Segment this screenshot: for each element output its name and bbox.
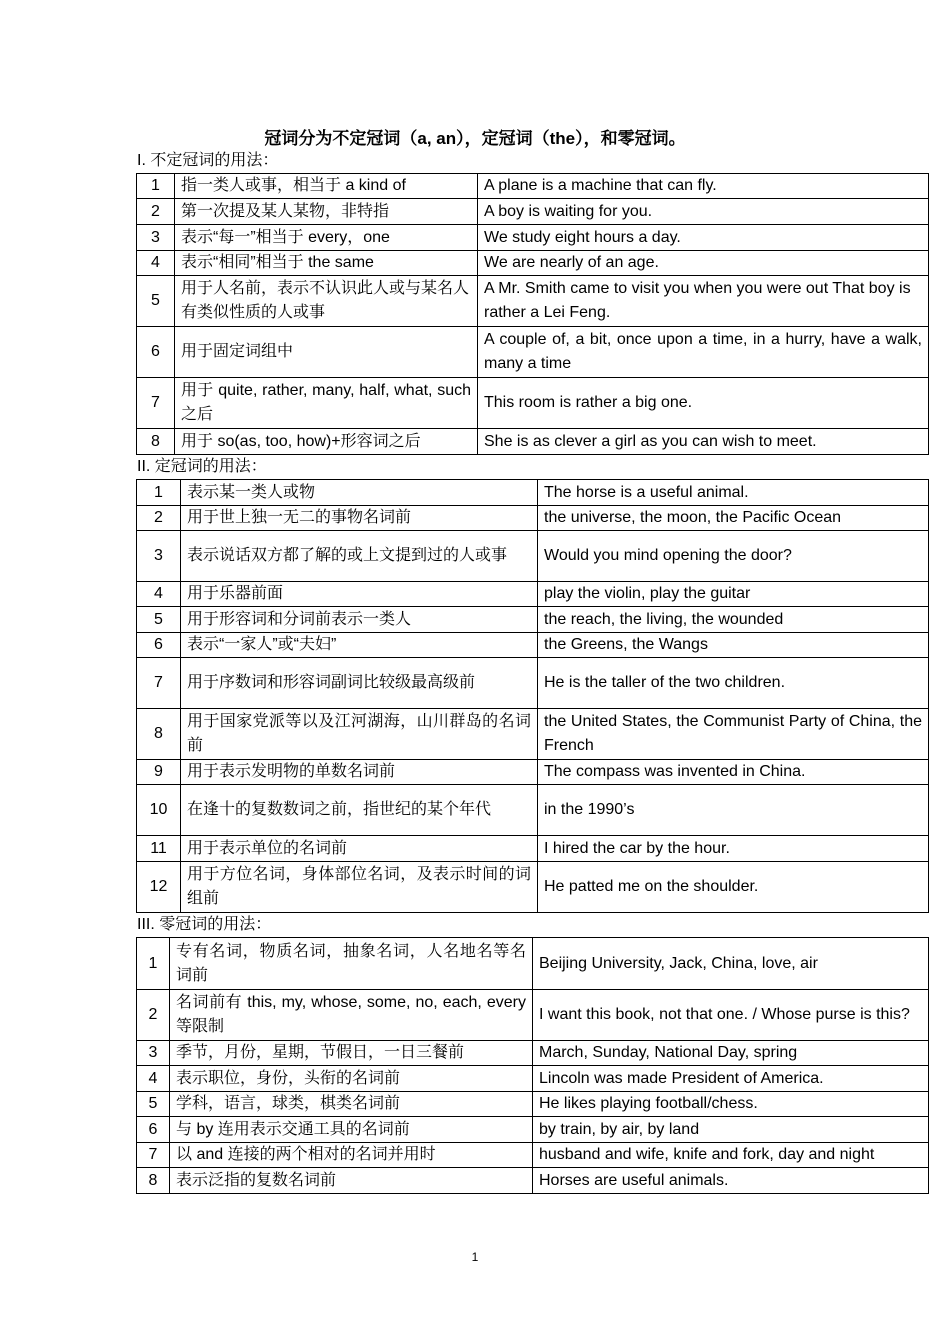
- usage-cell: 用于序数词和形容词副词比较级最高级前: [181, 658, 538, 709]
- example-cell: the reach, the living, the wounded: [538, 607, 929, 633]
- row-number: 8: [137, 429, 175, 455]
- table-row: [137, 582, 929, 607]
- example-cell: I want this book, not that one. / Whose purse is this?: [533, 990, 929, 1041]
- usage-cell: 指一类人或事，相当于 a kind of: [175, 174, 478, 199]
- table-row: [137, 199, 929, 225]
- usage-cell: 用于形容词和分词前表示一类人: [181, 607, 538, 633]
- usage-cell: 名词前有 this, my, whose, some, no, each, every 等限制: [170, 990, 533, 1041]
- table-row: [137, 506, 929, 531]
- table-row: [137, 1117, 929, 1143]
- example-cell: He patted me on the shoulder.: [538, 862, 929, 913]
- table-row: [137, 531, 929, 582]
- row-number: 6: [137, 633, 181, 658]
- usage-cell: 用于 so(as, too, how)+形容词之后: [175, 429, 478, 455]
- usage-cell: 学科，语言，球类，棋类名词前: [170, 1092, 533, 1117]
- indefinite-article-table: [136, 173, 929, 455]
- table-row: [137, 938, 929, 990]
- table-row: [137, 327, 929, 378]
- table-row: [137, 760, 929, 785]
- example-cell: in the 1990’s: [538, 785, 929, 836]
- example-cell: The horse is a useful animal.: [538, 480, 929, 506]
- usage-cell: 专有名词，物质名词，抽象名词，人名地名等名词前: [170, 938, 533, 990]
- example-cell: A Mr. Smith came to visit you when you were out That boy is rather a Lei Feng.: [478, 276, 929, 327]
- usage-cell: 用于乐器前面: [181, 582, 538, 607]
- table-row: [137, 862, 929, 913]
- example-cell: A couple of, a bit, once upon a time, in a hurry, have a walk, many a time: [478, 327, 929, 378]
- usage-cell: 季节，月份，星期，节假日，一日三餐前: [170, 1041, 533, 1066]
- example-cell: husband and wife, knife and fork, day and night: [533, 1143, 929, 1168]
- row-number: 8: [137, 709, 181, 760]
- section-label-zero: III. 零冠词的用法：: [137, 916, 272, 933]
- table-row: [137, 1168, 929, 1194]
- example-cell: We are nearly of an age.: [478, 251, 929, 276]
- table-row: [137, 1143, 929, 1168]
- usage-cell: 表示“每一”相当于 every，one: [175, 225, 478, 251]
- example-cell: by train, by air, by land: [533, 1117, 929, 1143]
- row-number: 12: [137, 862, 181, 913]
- row-number: 7: [137, 658, 181, 709]
- row-number: 2: [137, 506, 181, 531]
- example-cell: Lincoln was made President of America.: [533, 1066, 929, 1092]
- usage-cell: 用于表示发明物的单数名词前: [181, 760, 538, 785]
- table-row: [137, 378, 929, 429]
- example-cell: Beijing University, Jack, China, love, air: [533, 938, 929, 990]
- example-cell: March, Sunday, National Day, spring: [533, 1041, 929, 1066]
- usage-cell: 表示泛指的复数名词前: [170, 1168, 533, 1194]
- row-number: 3: [137, 531, 181, 582]
- table-row: [137, 429, 929, 455]
- example-cell: the United States, the Communist Party of China, the French: [538, 709, 929, 760]
- usage-cell: 用于方位名词，身体部位名词，及表示时间的词组前: [181, 862, 538, 913]
- table-row: [137, 276, 929, 327]
- usage-cell: 用于表示单位的名词前: [181, 836, 538, 862]
- example-cell: This room is rather a big one.: [478, 378, 929, 429]
- example-cell: I hired the car by the hour.: [538, 836, 929, 862]
- section-label-definite: II. 定冠词的用法：: [137, 458, 267, 475]
- example-cell: play the violin, play the guitar: [538, 582, 929, 607]
- table-row: [137, 785, 929, 836]
- example-cell: Horses are useful animals.: [533, 1168, 929, 1194]
- example-cell: Would you mind opening the door?: [538, 531, 929, 582]
- row-number: 10: [137, 785, 181, 836]
- table-row: [137, 709, 929, 760]
- table-row: [137, 658, 929, 709]
- table-row: [137, 480, 929, 506]
- usage-cell: 第一次提及某人某物，非特指: [175, 199, 478, 225]
- row-number: 4: [137, 582, 181, 607]
- definite-article-table: [136, 479, 929, 913]
- table-row: [137, 174, 929, 199]
- example-cell: A plane is a machine that can fly.: [478, 174, 929, 199]
- usage-cell: 与 by 连用表示交通工具的名词前: [170, 1117, 533, 1143]
- row-number: 4: [137, 1066, 170, 1092]
- row-number: 5: [137, 1092, 170, 1117]
- row-number: 2: [137, 990, 170, 1041]
- zero-article-table: [136, 937, 929, 1194]
- usage-cell: 表示某一类人或物: [181, 480, 538, 506]
- example-cell: the universe, the moon, the Pacific Ocean: [538, 506, 929, 531]
- row-number: 7: [137, 1143, 170, 1168]
- table-row: [137, 1066, 929, 1092]
- example-cell: A boy is waiting for you.: [478, 199, 929, 225]
- page-title: 冠词分为不定冠词（a, an），定冠词（the），和零冠词。: [264, 129, 686, 148]
- row-number: 6: [137, 327, 175, 378]
- table-row: [137, 607, 929, 633]
- example-cell: We study eight hours a day.: [478, 225, 929, 251]
- row-number: 7: [137, 378, 175, 429]
- table-row: [137, 225, 929, 251]
- example-cell: She is as clever a girl as you can wish to meet.: [478, 429, 929, 455]
- table-row: [137, 1092, 929, 1117]
- table-row: [137, 633, 929, 658]
- page-number: 1: [471, 1250, 479, 1264]
- usage-cell: 用于国家党派等以及江河湖海，山川群岛的名词前: [181, 709, 538, 760]
- usage-cell: 以 and 连接的两个相对的名词并用时: [170, 1143, 533, 1168]
- section-label-indefinite: I. 不定冠词的用法：: [137, 152, 279, 169]
- usage-cell: 表示“相同”相当于 the same: [175, 251, 478, 276]
- row-number: 5: [137, 276, 175, 327]
- example-cell: He is the taller of the two children.: [538, 658, 929, 709]
- usage-cell: 表示职位，身份，头衔的名词前: [170, 1066, 533, 1092]
- row-number: 6: [137, 1117, 170, 1143]
- example-cell: He likes playing football/chess.: [533, 1092, 929, 1117]
- usage-cell: 用于固定词组中: [175, 327, 478, 378]
- usage-cell: 用于 quite, rather, many, half, what, such 之后: [175, 378, 478, 429]
- row-number: 3: [137, 225, 175, 251]
- usage-cell: 表示说话双方都了解的或上文提到过的人或事: [181, 531, 538, 582]
- example-cell: The compass was invented in China.: [538, 760, 929, 785]
- row-number: 1: [137, 480, 181, 506]
- usage-cell: 在逢十的复数数词之前，指世纪的某个年代: [181, 785, 538, 836]
- row-number: 4: [137, 251, 175, 276]
- example-cell: the Greens, the Wangs: [538, 633, 929, 658]
- usage-cell: 用于人名前，表示不认识此人或与某名人有类似性质的人或事: [175, 276, 478, 327]
- row-number: 11: [137, 836, 181, 862]
- row-number: 8: [137, 1168, 170, 1194]
- usage-cell: 表示“一家人”或“夫妇”: [181, 633, 538, 658]
- table-row: [137, 836, 929, 862]
- row-number: 3: [137, 1041, 170, 1066]
- table-row: [137, 251, 929, 276]
- row-number: 5: [137, 607, 181, 633]
- usage-cell: 用于世上独一无二的事物名词前: [181, 506, 538, 531]
- row-number: 2: [137, 199, 175, 225]
- table-row: [137, 1041, 929, 1066]
- row-number: 9: [137, 760, 181, 785]
- row-number: 1: [137, 174, 175, 199]
- table-row: [137, 990, 929, 1041]
- row-number: 1: [137, 938, 170, 990]
